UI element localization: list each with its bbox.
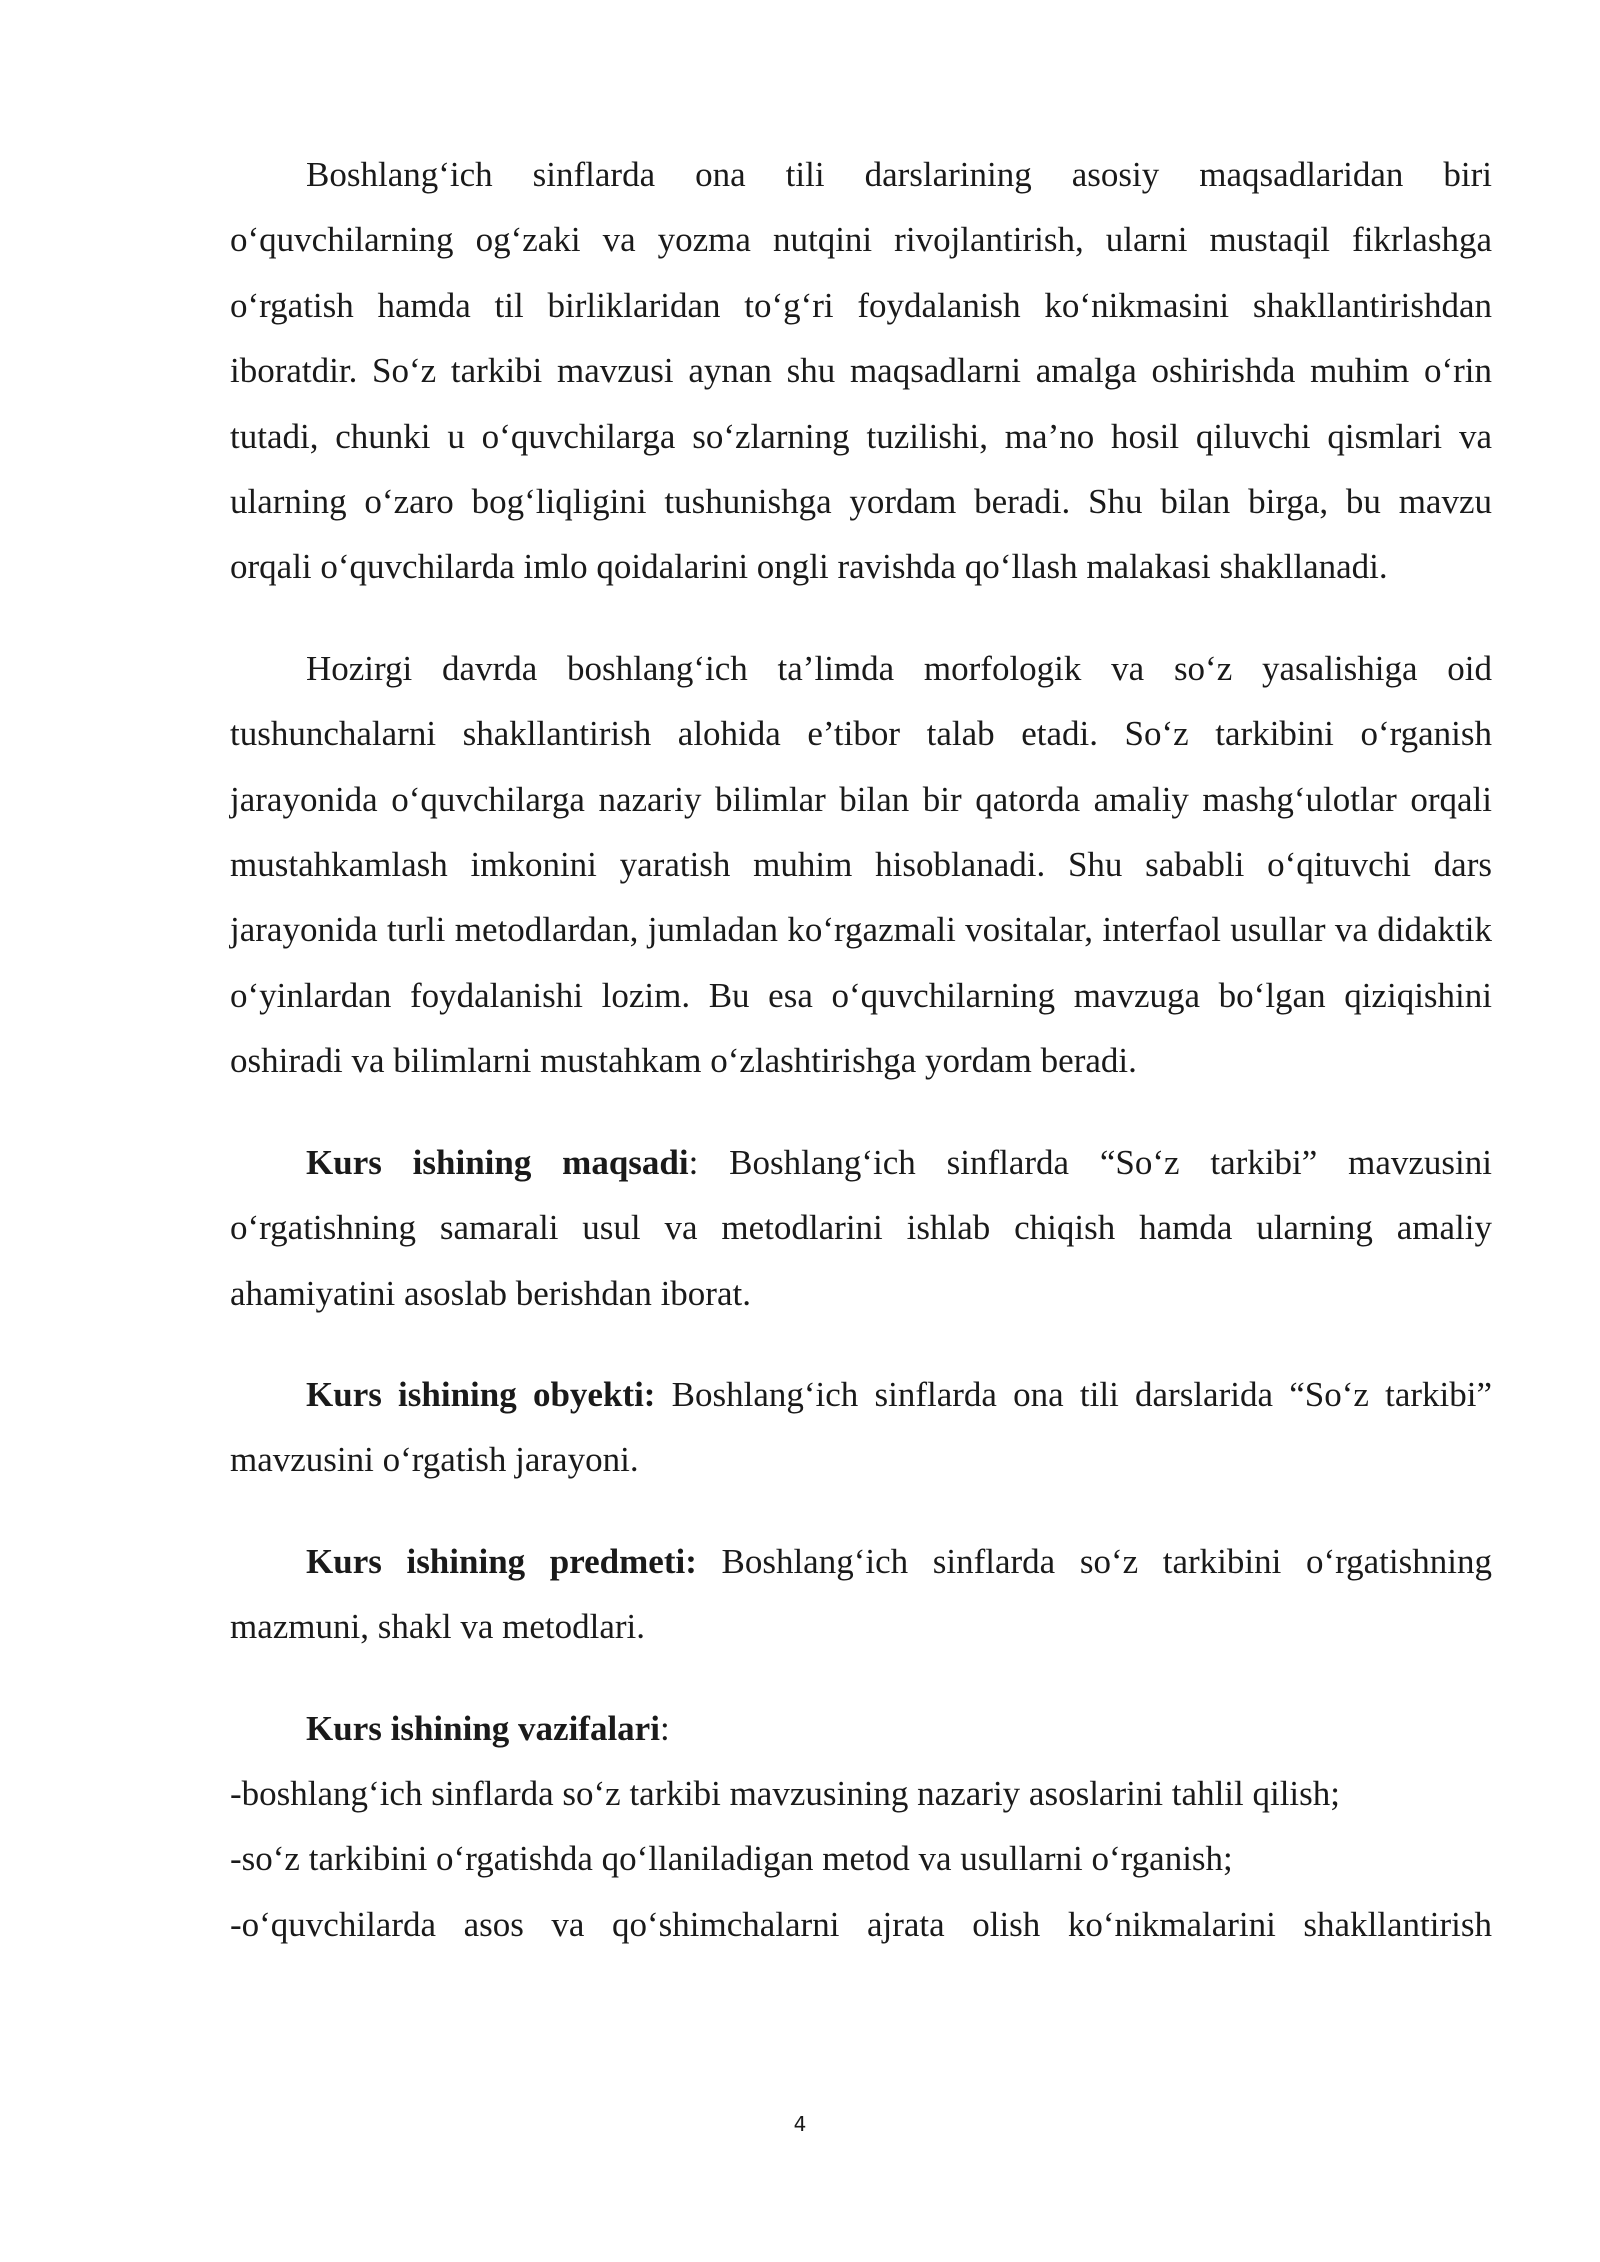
intro-paragraph: Boshlang‘ich sinflarda ona tili darslarining asosiy maqsadlaridan biri o‘quvchilarning og‘zaki va yozma nutqini rivojlantirish, ularni mustaqil fikrlashga o‘rgatish hamda til birliklaridan to‘g‘ri foydalanish ko‘nikmasini shakllantirishdan iboratdir. So‘z tarkibi mavzusi aynan shu maqsadlarni amalga oshirishda muhim o‘rin tutadi, chunki u o‘quvchilarga so‘zlarning tuzilishi, ma’no hosil qiluvchi qismlari va ularning o‘zaro bog‘liqligini tushunishga yordam beradi. Shu bilan birga, bu mavzu orqali o‘quvchilarda imlo qoidalarini ongli ravishda qo‘llash malakasi shakllanadi. [230, 155, 1492, 587]
document-page [230, 142, 1492, 1957]
tasks-separator: : [659, 1708, 670, 1748]
tasks-heading [230, 1696, 1492, 1761]
page-number: 4 [793, 2112, 807, 2136]
tasks-section [230, 1696, 1492, 1958]
subject-text: Boshlang‘ich sinflarda so‘z tarkibini o‘rgatishning mazmuni, shakl va metodlari. [230, 1541, 1492, 1647]
relevance-paragraph: Hozirgi davrda boshlang‘ich ta’limda morfologik va so‘z yasalishiga oid tushunchalarni shakllantirish alohida e’tibor talab etadi. So‘z tarkibini o‘rganish jarayonida o‘quvchilarga nazariy bilimlar bilan bir qatorda amaliy mashg‘ulotlar orqali mustahkamlash imkonini yaratish muhim hisoblanadi. Shu sababli o‘qituvchi dars jarayonida turli metodlardan, jumladan ko‘rgazmali vositalar, interfaol usullar va didaktik o‘yinlardan foydalanishi lozim. Bu esa o‘quvchilarning mavzuga bo‘lgan qiziqishini oshiradi va bilimlarni mustahkam o‘zlashtirishga yordam beradi. [230, 648, 1492, 1081]
goal-text: Boshlang‘ich sinflarda “So‘z tarkibi” mavzusini o‘rgatishning samarali usul va metodlarini ishlab chiqish hamda ularning amaliy ahamiyatini asoslab berishdan iborat. [230, 1142, 1492, 1313]
object-label: Kurs ishining obyekti: [306, 1374, 656, 1414]
subject-paragraph [230, 1529, 1492, 1660]
object-paragraph [230, 1362, 1492, 1493]
task-item: -boshlang‘ich sinflarda so‘z tarkibi mavzusining nazariy asoslarini tahlil qilish; [230, 1773, 1341, 1813]
task-item: -so‘z tarkibini o‘rgatishda qo‘llaniladigan metod va usullarni o‘rganish; [230, 1839, 1233, 1879]
tasks-label: Kurs ishining vazifalari [306, 1708, 660, 1748]
goal-label: Kurs ishining maqsadi [306, 1142, 689, 1182]
goal-paragraph [230, 1130, 1492, 1326]
task-item: -o‘quvchilarda asos va qo‘shimchalarni ajrata olish ko‘nikmalarini shakllantirish [230, 1904, 1492, 1944]
subject-label: Kurs ishining predmeti: [306, 1541, 697, 1581]
goal-separator: : [688, 1142, 699, 1182]
object-text: Boshlang‘ich sinflarda ona tili darslarida “So‘z tarkibi” mavzusini o‘rgatish jarayoni. [230, 1374, 1492, 1480]
